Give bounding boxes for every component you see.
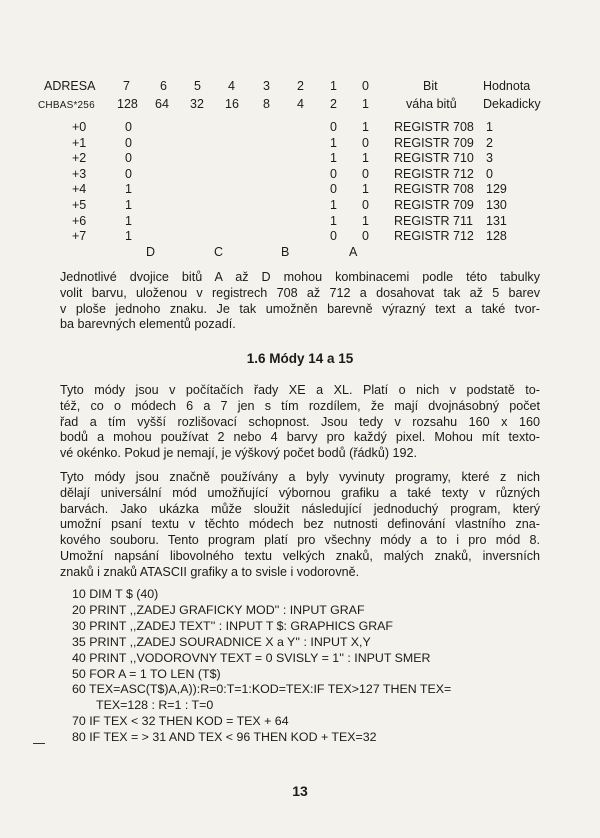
paragraph-modes-intro xyxy=(60,383,540,462)
row-register: REGISTR 712 xyxy=(394,229,474,244)
page-number: 13 xyxy=(292,783,308,799)
paragraph-color-pairs xyxy=(60,270,540,333)
header-bit5: 5 xyxy=(194,79,201,93)
code-line: 10 DIM T $ (40) xyxy=(72,587,159,601)
header-bit2: 2 xyxy=(297,79,304,93)
code-line: 70 IF TEX < 32 THEN KOD = TEX + 64 xyxy=(72,714,289,729)
weight-2: 2 xyxy=(330,97,337,111)
row-bit1: 1 xyxy=(330,135,337,150)
code-line: 80 IF TEX = > 31 AND TEX < 96 THEN KOD + TEX=32 xyxy=(72,730,377,745)
row-bit1: 1 xyxy=(330,151,337,166)
text-line: znaků i znaků ATASCII grafiky a to svisle i vodorovně. xyxy=(60,564,360,579)
row-address: +0 xyxy=(72,120,87,134)
header-bit4: 4 xyxy=(228,79,235,93)
text-line: Tyto módy jsou v počítačích řady XE a XL. Platí o nich v podstatě to- xyxy=(60,383,540,397)
row-bit1: 0 xyxy=(330,229,337,244)
pair-letter-d: D xyxy=(146,245,156,259)
text-line: kového souboru. Tento program platí pro všechny módy a to i pro mód 8. xyxy=(60,533,540,548)
row-address: +1 xyxy=(72,135,87,150)
row-register: REGISTR 711 xyxy=(394,213,473,228)
text-line: barvách. Jako ukázka může sloužit následující jednoduchý program, který xyxy=(60,501,540,516)
row-bit1: 1 xyxy=(330,213,337,228)
margin-mark xyxy=(33,743,45,744)
row-bit7: 1 xyxy=(125,182,132,197)
header-bit3: 3 xyxy=(263,79,270,93)
row-value: 129 xyxy=(486,182,507,197)
row-register: REGISTR 708 xyxy=(394,120,474,134)
row-bit7: 1 xyxy=(125,213,132,228)
row-register: REGISTR 712 xyxy=(394,166,474,181)
code-line: 30 PRINT ,,ZADEJ TEXT'' : INPUT T $: GRAPHICS GRAF xyxy=(72,618,393,633)
row-value: 0 xyxy=(486,166,493,181)
weight-16: 16 xyxy=(225,97,239,111)
text-line: Jednotlivé dvojice bitů A až D mohou kombinacemi podle této tabulky xyxy=(60,270,540,284)
code-line: 35 PRINT ,,ZADEJ SOURADNICE X a Y'' : INPUT X,Y xyxy=(72,634,371,649)
header-bit7: 7 xyxy=(123,79,130,93)
row-bit0: 1 xyxy=(362,151,369,166)
header-bit1: 1 xyxy=(330,79,337,93)
text-line: vé okénko. Pokud je nemají, je výškový počet bodů (řádků) 192. xyxy=(60,446,418,461)
text-line: Tyto módy jsou značně používány a byly vyvinuty programy, které z nich xyxy=(60,470,540,484)
header-bit: Bit xyxy=(423,79,438,93)
row-bit0: 1 xyxy=(362,120,369,134)
text-line: dělají universální mód umožňující výbornou grafiku a také texty v různých xyxy=(60,485,540,500)
row-address: +7 xyxy=(72,229,87,244)
text-line: ba barevných elementů pozadí. xyxy=(60,317,236,332)
paragraph-program-intro xyxy=(60,470,540,581)
row-value: 130 xyxy=(486,198,507,212)
row-bit7: 1 xyxy=(125,229,132,244)
code-line: 20 PRINT ,,ZADEJ GRAFICKY MOD'' : INPUT GRAF xyxy=(72,602,365,617)
header-vaha-bitu: váha bitů xyxy=(406,97,457,111)
text-line: Umožní napsání libovolného textu velkých znaků, malých znaků, inversních xyxy=(60,548,540,563)
text-line: řad a tím vyšší rozlišovací schopnost. Jsou tedy v rozsahu 160 x 160 xyxy=(60,414,540,429)
pair-letter-b: B xyxy=(281,245,290,259)
header-dekadicky: Dekadicky xyxy=(483,97,541,111)
row-address: +6 xyxy=(72,213,87,228)
row-value: 131 xyxy=(486,213,507,228)
weight-4: 4 xyxy=(297,97,304,111)
row-bit1: 0 xyxy=(330,166,337,181)
header-adresa: ADRESA xyxy=(44,79,96,93)
row-bit7: 0 xyxy=(125,166,132,181)
row-address: +3 xyxy=(72,166,87,181)
section-heading: 1.6 Módy 14 a 15 xyxy=(246,351,354,366)
row-value: 1 xyxy=(486,120,493,134)
row-bit7: 0 xyxy=(125,120,132,134)
row-bit0: 1 xyxy=(362,213,369,228)
text-line: v ploše jednoho znaku. Je tak umožněn barevně výrazný text a také tvor- xyxy=(60,301,540,316)
header-bit0: 0 xyxy=(362,79,369,93)
row-address: +5 xyxy=(72,198,87,212)
basic-listing xyxy=(72,587,451,746)
code-line: 60 TEX=ASC(T$)A,A)):R=0:T=1:KOD=TEX:IF TEX>127 THEN TEX= xyxy=(72,682,452,697)
code-line: 40 PRINT ,,VODOROVNY TEXT = 0 SVISLY = 1'' : INPUT SMER xyxy=(72,650,431,665)
row-register: REGISTR 709 xyxy=(394,135,474,150)
row-bit0: 0 xyxy=(362,135,369,150)
row-address: +2 xyxy=(72,151,87,166)
row-value: 3 xyxy=(486,151,493,166)
weight-8: 8 xyxy=(263,97,270,111)
row-value: 128 xyxy=(486,229,507,244)
text-line: též, co o módech 6 a 7 jen s tím rozdílem, že mají dvojnásobný počet xyxy=(60,398,540,413)
row-bit0: 1 xyxy=(362,182,369,197)
pair-letter-c: C xyxy=(214,245,224,259)
code-line: 50 FOR A = 1 TO LEN (T$) xyxy=(72,666,221,681)
row-bit7: 0 xyxy=(125,151,132,166)
weight-64: 64 xyxy=(155,97,169,111)
row-bit0: 0 xyxy=(362,198,369,212)
row-bit0: 0 xyxy=(362,166,369,181)
weight-128: 128 xyxy=(117,97,138,111)
header-bit6: 6 xyxy=(160,79,167,93)
header-chbas: CHBAS*256 xyxy=(38,100,95,111)
row-bit7: 1 xyxy=(125,198,132,212)
text-line: bodů a mohou používat 2 nebo 4 barvy pro každý pixel. Mohou mít texto- xyxy=(60,430,540,445)
code-line: TEX=128 : R=1 : T=0 xyxy=(96,698,214,713)
pair-letter-a: A xyxy=(349,245,358,259)
row-address: +4 xyxy=(72,182,87,197)
row-bit1: 0 xyxy=(330,182,337,197)
text-line: volit barvu, uloženou v registrech 708 až 712 a dosahovat tak až 5 barev xyxy=(60,285,540,300)
row-register: REGISTR 708 xyxy=(394,182,474,197)
header-hodnota: Hodnota xyxy=(483,79,531,93)
weight-32: 32 xyxy=(190,97,204,111)
text-line: umožní psaní textu v těchto módech bez nutnosti definování vlastního zna- xyxy=(60,517,540,532)
row-register: REGISTR 709 xyxy=(394,198,474,212)
row-bit0: 0 xyxy=(362,229,369,244)
row-register: REGISTR 710 xyxy=(394,151,474,166)
weight-1: 1 xyxy=(362,97,369,111)
row-value: 2 xyxy=(486,135,493,150)
row-bit7: 0 xyxy=(125,135,132,150)
row-bit1: 0 xyxy=(330,120,337,134)
row-bit1: 1 xyxy=(330,198,337,212)
